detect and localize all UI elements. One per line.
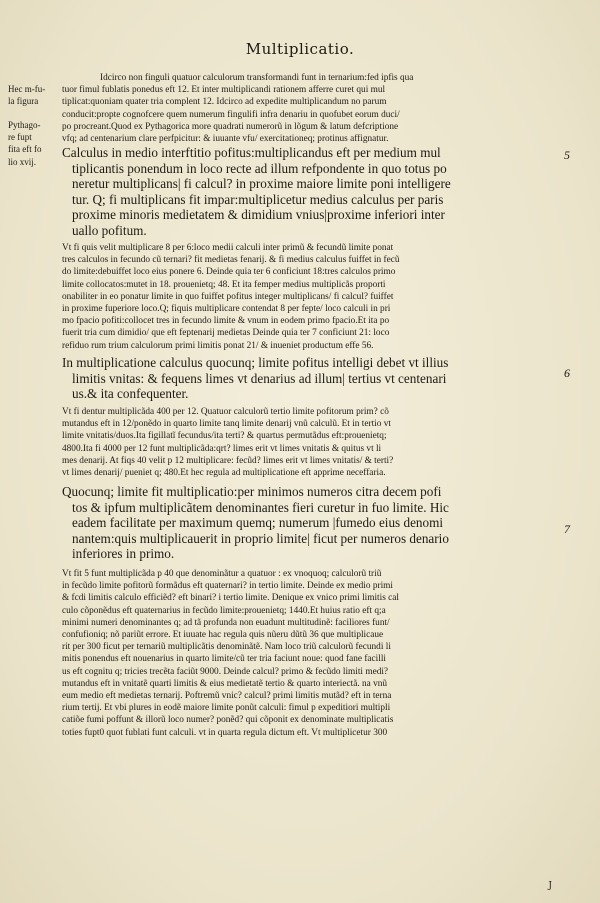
margin-note: lio xvij. [8,157,37,167]
text-line: in proxime fuperiore loco.Q; fiquis multiplicare contendat 8 per fepte/ loco calculi in pri [62,304,391,315]
text-line: confufioniq; nõ pariũt errore. Et iuuate hac regula quis nũeru dũtũ 36 que multiplicaue [62,630,384,641]
text-line: Vt fi dentur multiplicãda 400 per 12. Quatuor calculorũ tertio limite pofitorum prim? cõ [62,407,389,417]
example-paragraph-7 [62,568,552,739]
margin-note: fita eft fo [8,144,42,154]
text-line: rit per 300 ficut per ternariũ multiplicãtis denominãtẽ. Nam loco triũ calculorũ fecundi li [62,642,391,653]
text-line: nantem:quis multiplicauerit in proprio limite| ficut per numeros denario [72,530,449,546]
text-line: mitis ponendus eft nouenarius in quarto limite/cũ ter tria faciunt noue: quod fane facilli [62,654,387,665]
text-line: conducit:propte cognofcere quem numerum fingulifi infra denariu in quofubet eorum duci/ [62,109,400,120]
catchword: J [548,881,552,891]
text-line: proxime minoris medietatem & dimidium vnius|proxime inferiori inter [72,207,445,223]
text-line: us eft cognitu q; tricies trecẽta faciũt 9000. Deinde calcul? primo & fecũdo limiti medi? [62,666,389,677]
margin-note: la figura [8,96,39,106]
text-line: vfq; ad centenarium clare perfpicitur: & iuuante vfu/ exercitationeq; protinus affignatur. [62,134,389,145]
text-line: us.& ita confequenter. [72,386,189,402]
text-line: tiplicat:quoniam quater tria complent 12. Idcirco ad expedite multiplicandum no parum [62,97,387,108]
text-line: eum medio eft medietas ternarij. Poftremũ vnic? calcul? primi limitis mutãd? eft in terna [62,691,392,702]
example-paragraph-5 [62,242,552,352]
text-line: rium tertij. Et vbi plures in eodẽ maiore limite ponũt calculi: fimul p expeditiori multipli [62,703,391,714]
text-line: 4800.Ita fi 4000 per 12 funt multiplicãda:qrt? limes erit vt limes vnitatis & quitus vt li [62,443,382,454]
text-line: tuor fimul fublatis ponedus eft 12. Et inter multiplicandi rationem afferre curet qui mul [62,85,386,96]
margin-note: re fupt [8,132,32,142]
text-line: Vt fi quis velit multiplicare 8 per 6:loco medii calculi inter primũ & fecundũ limite ponat [62,243,394,253]
text-line: inferiores in primo. [72,546,175,562]
text-line: tos & ipfum multiplicãtem denominantes fieri curetur in fuo limite. Hic [72,499,449,515]
text-line: in fecũdo limite pofitorũ formãdus eft quaternari? in tertio limite. Deinde ex medio primi [62,581,393,592]
text-line: onabiliter in eo ponatur limite in quo fuiffet pofitus integer multiplicans/ fi calcul? fuiffet [62,291,394,302]
text-line: limitis vnitas: & fequens limes vt denarius ad illum| tertius vt centenari [72,370,447,386]
text-line: mes denarij. At fiqs 40 velit p 12 multiplicare: fecũd? limes erit vt limes vnitatis/ & terti? [62,455,394,466]
text-line: toties fupt0 quot fublati funt calculi. vt in quarta regula dictum eft. Vt multiplicetur 300 [62,727,388,738]
text-line: eadem facilitate per maximum quemq; numerum |fumedo eius denomi [72,515,444,531]
rule-paragraph-7 [62,484,552,562]
text-line: Idcirco non finguli quatuor calculorum transformandi funt in ternarium:fed ipfis qua [100,73,414,83]
text-line: mo fpacio pofiti:collocet tres in fecundo limite & vnum in eodem primo fpacio.Et ita po [62,316,390,327]
margin-number: 5 [564,148,570,162]
text-line: tiplicantis ponendum in loco recte ad illum refpondente in quo totus po [72,160,447,176]
text-line: uallo pofitum. [72,222,147,238]
text-line: tres calculos in fecundo cũ ternari? fit medietas fenarij. & fi medius calculus fuiffet in fecũ [62,255,400,266]
text-line: mutandus eft in 12/ponẽdo in quarto limite tanq limite denarij vnũ calculũ. Et in tertio vt [62,419,391,430]
running-header: Multiplicatio. [245,40,355,58]
text-line: & fcdi limitis calculo efficiẽd? eft binari? i tertio limite. Denique ex vnico primi limitis cal [62,593,399,604]
text-line: refiduo rum trium calculorum primi limitis ponat 21/ & inueniet productum effe 56. [62,340,374,351]
text-line: limite vnitatis/duos.Ita figillatĩ fecundus/ita terti? & quartus permutãdus eft:prouenietq; [62,431,387,442]
text-line: tur. Q; fi multiplicans fit impar:multiplicetur medius calculus per paris [72,191,444,207]
margin-number: 6 [564,366,570,380]
text-line: po procreant.Quod ex Pythagorica more quadrati numerorũ in lõgum & latum defcriptione [62,121,399,132]
rule-paragraph-5 [62,145,552,239]
text-line: neretur multiplicans| fi calcul? in proxime maiore limite poni intelligere [72,176,451,192]
text-line: Quocunq; limite fit multiplicatio:per minimos numeros citra decem pofi [62,484,442,499]
margin-note: Hec m-fu- [8,84,46,94]
text-line: minimi numeri denominantes q; ad tã profunda non euadunt multitudinẽ: faciliores funt/ [62,617,390,628]
text-line: culo cõponẽdus eft quaternarius in fecũdo limite:prouenietq; 1440.Et huius ratio eft q;a [62,605,386,616]
rule-paragraph-6 [62,355,552,402]
text-line: catiõe fumi poffunt & illorũ loco numer? ponẽd? qui cõponit ex denominate multiplicatis [62,715,394,726]
text-line: vt limes denarij/ pueniet q; 480.Et hec regula ad multiplicatione eft apprime neceffaria. [62,468,386,479]
text-line: Vt fit 5 funt multiplicãda p 40 que denominãtur a quatuor : ex vnoquoq; calculorũ triũ [62,569,382,579]
text-line: In multiplicatione calculus quocunq; limite pofitus intelligi debet vt illius [62,355,449,370]
margin-number: 7 [564,522,570,536]
text-line: do limite:debuiffet loco eius ponere 6. Deinde quia ter 6 conficiunt 18:tres calculos primo [62,267,396,278]
text-line: mutandus eft in vnitatẽ quarti limitis & eius medietatẽ tertio & quarto interiectã. na vnũ [62,678,388,689]
text-line: fuerit tria cum dimidio/ que eft feptenarij medietas Deinde quia ter 7 conficiunt 21: loco [62,328,390,339]
text-line: Calculus in medio interftitio pofitus:multiplicandus eft per medium mul [62,145,441,160]
paragraph-intro [62,72,552,145]
example-paragraph-6 [62,406,552,479]
margin-note: Pythago- [8,120,41,130]
text-line: limite collocatos:mutet in 18. prouenietq; 48. Et ita femper medius multiplicãs proporti [62,279,386,290]
